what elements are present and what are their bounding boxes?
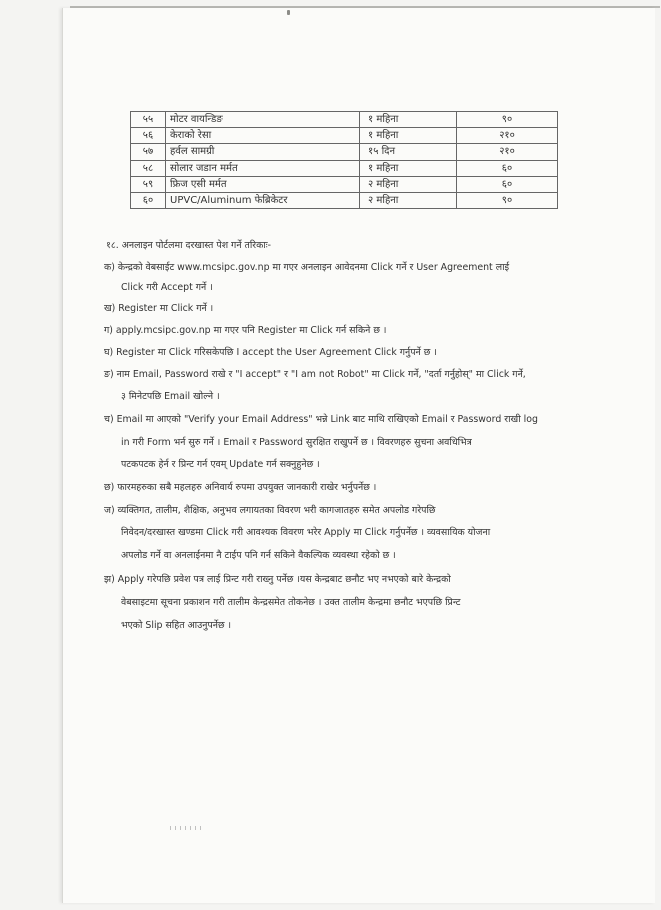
course-duration: १ महिना	[360, 112, 457, 128]
step-chha: छ) फारमहरुका सबै महलहरु अनिवार्य रुपमा उपयुक्त जानकारी राखेर भर्नुपर्नेछ ।	[104, 482, 377, 493]
step-ja-continued-1: निवेदन/दरखास्त खण्डमा Click गरी आवश्यक विवरण भरेर Apply मा Click गर्नुपर्नेछ । व्यवसायिक योजना	[121, 527, 491, 538]
row-number: ५८	[131, 160, 166, 176]
course-duration: १५ दिन	[360, 144, 457, 160]
course-duration: १ महिना	[360, 160, 457, 176]
course-name: फ्रिज एसी मर्मत	[166, 176, 360, 192]
step-kha: ख) Register मा Click गर्ने ।	[104, 303, 214, 314]
row-number: ६०	[131, 192, 166, 208]
course-name: हर्वल सामग्री	[166, 144, 360, 160]
step-ja-continued-2: अपलोड गर्ने वा अनलाईनमा नै टाईप पनि गर्न सकिने वैकल्पिक व्यवस्था रहेको छ ।	[121, 550, 396, 561]
course-name: मोटर वायन्डिङ	[166, 112, 360, 128]
step-jha-continued-1: वेबसाइटमा सूचना प्रकाशन गरी तालीम केन्द्रसमेत तोकनेछ । उक्त तालीम केन्द्रमा छनौट भएपछि प्रिन्ट	[121, 597, 461, 608]
table-row	[131, 144, 558, 160]
row-number: ५६	[131, 128, 166, 144]
step-gha: घ) Register मा Click गरिसकेपछि I accept the User Agreement Click गर्नुपर्ने छ ।	[104, 347, 437, 358]
table-row	[131, 112, 558, 128]
step-ga: ग) apply.mcsipc.gov.np मा गएर पनि Register मा Click गर्न सकिने छ ।	[104, 325, 387, 336]
scan-mark	[287, 10, 290, 15]
course-name: UPVC/Aluminum फेब्रिकेटर	[166, 192, 360, 208]
course-duration: १ महिना	[360, 128, 457, 144]
course-table	[130, 111, 558, 209]
course-seats: ९०	[457, 192, 558, 208]
table-row	[131, 192, 558, 208]
table-row	[131, 160, 558, 176]
course-seats: २१०	[457, 144, 558, 160]
step-jha: झ) Apply गरेपछि प्रवेश पत्र लाई प्रिन्ट गरी राख्नु पर्नेछ ।यस केन्द्रबाट छनौट भए नभएको बारे केन्द्रको	[104, 574, 451, 585]
course-duration: २ महिना	[360, 192, 457, 208]
step-nga-continued: ३ मिनेटपछि Email खोल्ने ।	[121, 391, 220, 402]
row-number: ५५	[131, 112, 166, 128]
course-name: केराको रेसा	[166, 128, 360, 144]
course-seats: ९०	[457, 112, 558, 128]
course-seats: २१०	[457, 128, 558, 144]
step-ka-continued: Click गरी Accept गर्ने ।	[121, 282, 213, 293]
table-row	[131, 176, 558, 192]
course-seats: ६०	[457, 160, 558, 176]
row-number: ५७	[131, 144, 166, 160]
course-seats: ६०	[457, 176, 558, 192]
step-ja: ज) व्यक्तिगत, तालीम, शैक्षिक, अनुभव लगायतका विवरण भरी कागजातहरु समेत अपलोड गरेपछि	[104, 505, 436, 516]
step-cha-continued-1: in गरी Form भर्न सुरु गर्ने । Email र Password सुरक्षित राखुपर्ने छ । विवरणहरु सुचना अवधिभित्र	[121, 437, 472, 448]
step-cha: च) Email मा आएको "Verify your Email Address" भन्ने Link बाट माथि राखिएको Email र Password राखी log	[104, 414, 538, 425]
step-nga: ङ) नाम Email, Password राखे र "I accept" र "I am not Robot" मा Click गर्ने, "दर्ता गर्नुहोस्" मा Click गर्ने,	[104, 369, 526, 380]
step-jha-continued-2: भएको Slip सहित आउनुपर्नेछ ।	[121, 620, 232, 631]
scan-artifact	[170, 826, 204, 830]
course-name: सोलार जडान मर्मत	[166, 160, 360, 176]
step-ka: क) केन्द्रको वेबसाईट www.mcsipc.gov.np मा गएर अनलाइन आवेदनमा Click गर्ने र User Agreement लाई	[104, 262, 510, 273]
table-row	[131, 128, 558, 144]
section-heading: १८. अनलाइन पोर्टलमा दरखास्त पेश गर्ने तरिकाः-	[106, 240, 272, 251]
course-duration: २ महिना	[360, 176, 457, 192]
row-number: ५९	[131, 176, 166, 192]
step-cha-continued-2: पटकपटक हेर्न र प्रिन्ट गर्न एवम् Update गर्न सक्नुहुनेछ ।	[121, 459, 320, 470]
